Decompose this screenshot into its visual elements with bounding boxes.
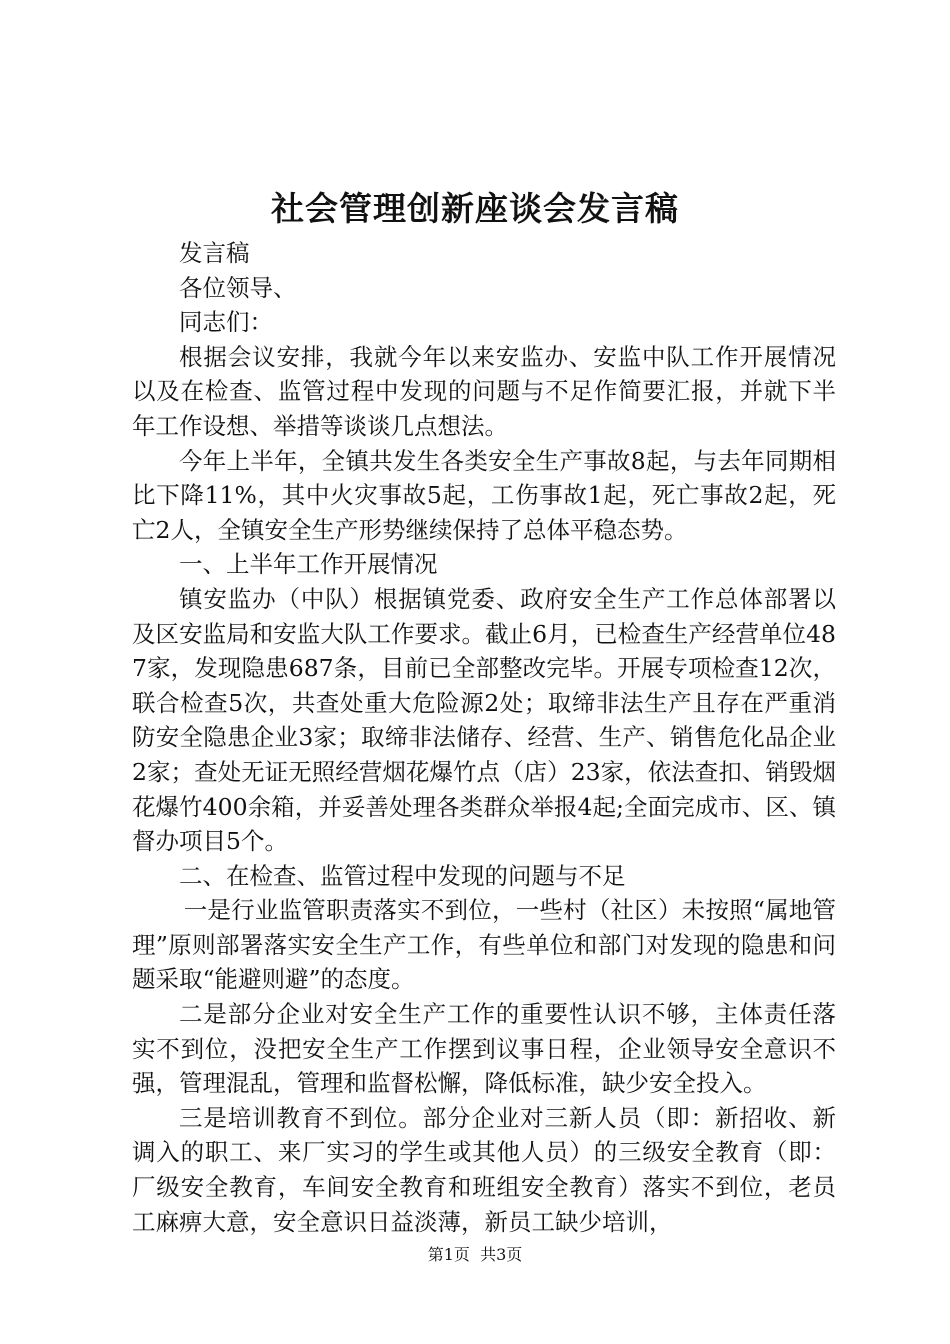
paragraph-problem-one: 一是行业监管职责落实不到位，一些村（社区）未按照“属地管理”原则部署落实安全生产工作，有些单位和部门对发现的隐患和问题采取“能避则避”的态度。 [132,896,836,994]
paragraph-problem-two: 二是部分企业对安全生产工作的重要性认识不够，主体责任落实不到位，没把安全生产工作摆到议事日程，企业领导安全意识不强，管理混乱，管理和监督松懈，降低标准，缺少安全投入。 [132,1000,836,1098]
paragraph-salutation-comrades: 同志们： [179,308,273,337]
paragraph-work-progress: 镇安监办（中队）根据镇党委、政府安全生产工作总体部署以及区安监局和安监大队工作要求。截止6月，已检查生产经营单位487家，发现隐患687条，目前已全部整改完毕。开展专项检查12次，联合检查5次，共查处重大危险源2处；取缔非法生产且存在严重消防安全隐患企业3家；取缔非法储存、经营、生产、销售危化品企业2家；查处无证无照经营烟花爆竹点（店）23家，依法查扣、销毁烟花爆竹400余箱，并妥善处理各类群众举报4起;全面完成市、区、镇督办项目5个。 [132,584,836,856]
paragraph-problem-three: 三是培训教育不到位。部分企业对三新人员（即：新招收、新调入的职工、来厂实习的学生或其他人员）的三级安全教育（即：厂级安全教育，车间安全教育和班组安全教育）落实不到位，老员工麻痹大意，安全意识日益淡薄，新员工缺少培训， [132,1103,836,1236]
document-body [132,236,836,1239]
section-heading-work-progress: 一、上半年工作开展情况 [179,550,438,579]
page-number: 第1页 [427,1245,470,1264]
paragraph-intro: 根据会议安排，我就今年以来安监办、安监中队工作开展情况以及在检查、监管过程中发现的问题与不足作简要汇报，并就下半年工作设想、举措等谈谈几点想法。 [132,342,836,440]
paragraph-accident-summary: 今年上半年，全镇共发生各类安全生产事故8起，与去年同期相比下降11%，其中火灾事故5起，工伤事故1起，死亡事故2起，死亡2人，全镇安全生产形势继续保持了总体平稳态势。 [132,446,836,544]
page-total: 共3页 [480,1245,523,1264]
paragraph-heading-label: 发言稿 [179,239,250,267]
paragraph-salutation-leaders: 各位领导、 [179,273,297,302]
page-footer [0,1243,950,1267]
section-heading-problems: 二、在检查、监管过程中发现的问题与不足 [179,861,626,890]
document-title: 社会管理创新座谈会发言稿 [271,189,679,228]
